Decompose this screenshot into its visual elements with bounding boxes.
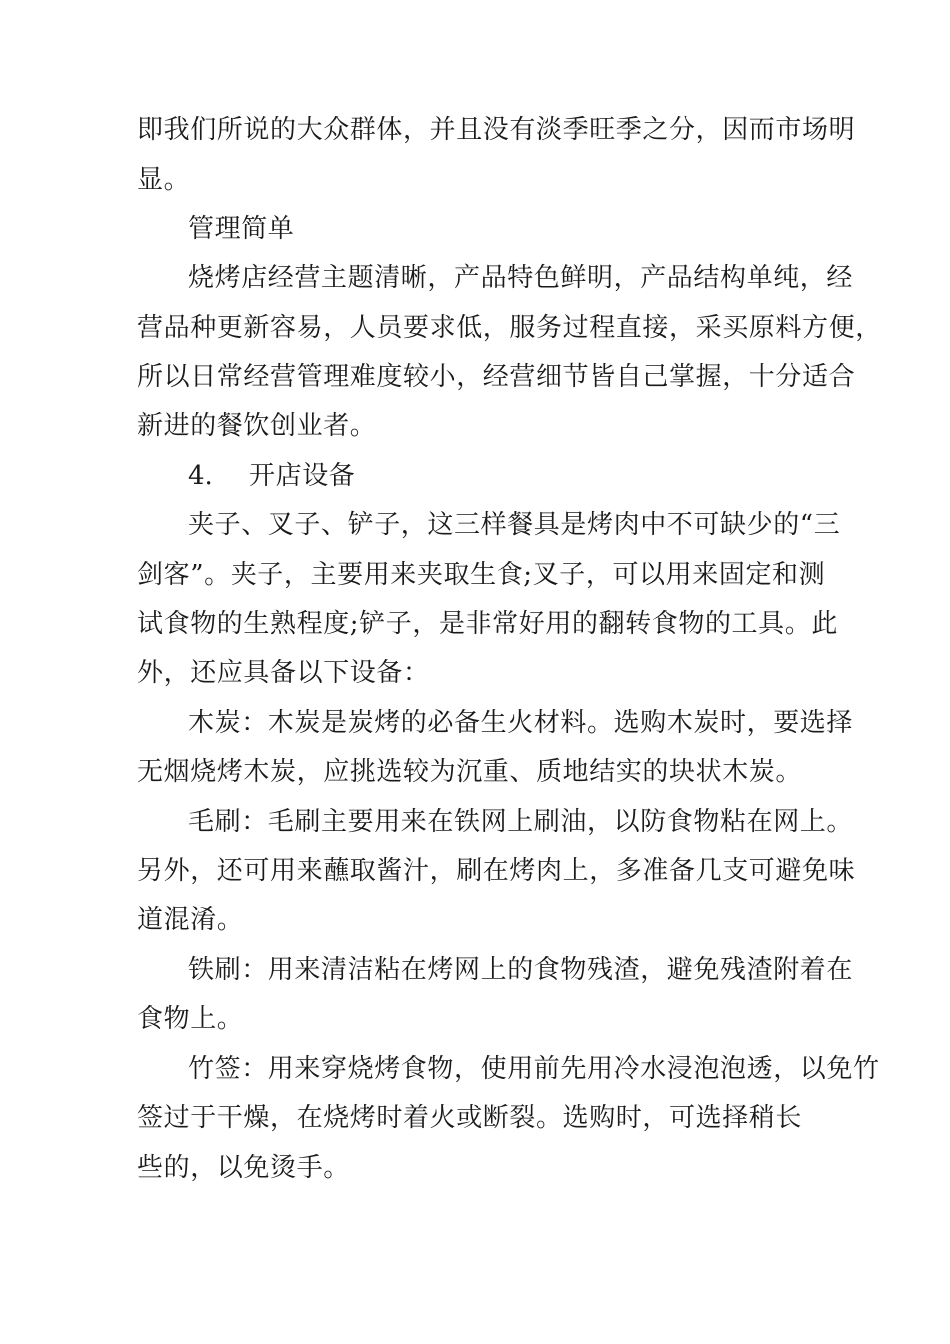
text-line-19: 签过于干燥，在烧烤时着火或断裂。选购时，可选择稍长: [137, 1103, 803, 1133]
text-line-9: 试食物的生熟程度;铲子，是非常好用的翻转食物的工具。此: [137, 609, 838, 639]
text-line-7: 夹子、叉子、铲子，这三样餐具是烤肉中不可缺少的“三: [188, 510, 841, 540]
text-line-3: 烧烤店经营主题清晰，产品特色鲜明，产品结构单纯，经: [188, 263, 854, 293]
text-line-4: 营品种更新容易，人员要求低，服务过程直接，采买原料方便，: [137, 313, 882, 343]
text-line-17: 食物上。: [137, 1004, 244, 1034]
text-line-11: 木炭：木炭是炭烤的必备生火材料。选购木炭时，要选择: [188, 708, 854, 738]
text-line-12: 无烟烧烤木炭，应挑选较为沉重、质地结实的块状木炭。: [137, 757, 803, 787]
heading-management: 管理简单: [188, 214, 295, 244]
text-line-13: 毛刷：毛刷主要用来在铁网上刷油，以防食物粘在网上。: [188, 807, 854, 837]
text-line-2: 显。: [137, 165, 191, 195]
text-line-15: 道混淆。: [137, 905, 244, 935]
text-line-18: 竹签：用来穿烧烤食物，使用前先用冷水浸泡泡透，以免竹: [188, 1054, 880, 1084]
text-line-6: 新进的餐饮创业者。: [137, 411, 377, 441]
text-line-20: 些的，以免烫手。: [137, 1153, 350, 1183]
text-line-1: 即我们所说的大众群体，并且没有淡季旺季之分，因而市场明: [137, 115, 856, 145]
text-line-8: 剑客”。夹子，主要用来夹取生食;叉子，可以用来固定和测: [137, 560, 826, 590]
text-line-16: 铁刷：用来清洁粘在烤网上的食物残渣，避免残渣附着在: [188, 955, 854, 985]
text-line-5: 所以日常经营管理难度较小，经营细节皆自己掌握，十分适合: [137, 362, 856, 392]
section-number: 4.: [188, 461, 213, 491]
text-line-14: 另外，还可用来蘸取酱汁，刷在烤肉上，多准备几支可避免味: [137, 856, 856, 886]
text-line-10: 外，还应具备以下设备：: [137, 658, 430, 688]
section-title: 开店设备: [249, 461, 356, 491]
